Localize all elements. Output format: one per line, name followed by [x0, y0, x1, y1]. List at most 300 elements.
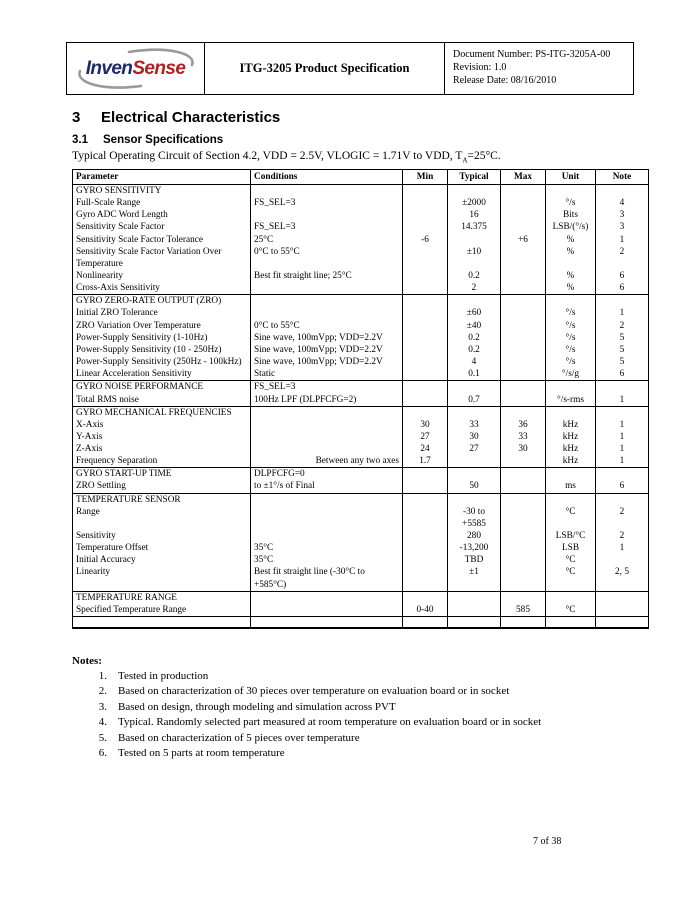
spec-row	[73, 455, 649, 468]
min-cell	[403, 542, 448, 554]
min-cell	[403, 368, 448, 381]
param-cell: Nonlinearity	[73, 270, 251, 282]
note-cell: 1	[596, 419, 649, 431]
note-text: Tested in production	[118, 670, 209, 682]
conditions-cell: 0°C to 55°C	[251, 320, 403, 332]
max-cell: 33	[501, 431, 546, 443]
unit-cell	[546, 381, 596, 394]
section-header-row	[73, 185, 649, 198]
param-cell: Sensitivity	[73, 530, 251, 542]
spec-row	[73, 356, 649, 368]
note-cell: 3	[596, 209, 649, 221]
unit-cell: %	[546, 246, 596, 270]
logo-text	[86, 58, 186, 80]
intro-subscript: A	[462, 156, 468, 165]
column-header-min: Min	[403, 170, 448, 185]
spec-row	[73, 566, 649, 591]
max-cell	[501, 246, 546, 270]
max-cell	[501, 455, 546, 468]
conditions-cell: 25°C	[251, 234, 403, 246]
typical-cell: 50	[448, 480, 501, 493]
param-cell: X-Axis	[73, 419, 251, 431]
note-cell: 5	[596, 332, 649, 344]
max-cell	[501, 468, 546, 481]
note-cell: 6	[596, 368, 649, 381]
spec-row	[73, 443, 649, 455]
typical-cell: 0.2	[448, 270, 501, 282]
note-number: 2.	[98, 685, 107, 698]
section-name: TEMPERATURE RANGE	[73, 591, 251, 604]
conditions-cell: DLPFCFG=0	[251, 468, 403, 481]
param-cell: Sensitivity Scale Factor	[73, 221, 251, 233]
spec-row	[73, 307, 649, 319]
min-cell	[403, 246, 448, 270]
max-cell	[501, 282, 546, 295]
column-header-unit: Unit	[546, 170, 596, 185]
section-name: TEMPERATURE SENSOR	[73, 493, 251, 506]
note-cell: 2, 5	[596, 566, 649, 591]
param-cell: Specified Temperature Range	[73, 604, 251, 617]
unit-cell: kHz	[546, 443, 596, 455]
unit-cell: °C	[546, 566, 596, 591]
typical-cell: 0.2	[448, 344, 501, 356]
note-cell: 6	[596, 480, 649, 493]
spec-row	[73, 506, 649, 530]
param-cell: Initial Accuracy	[73, 554, 251, 566]
notes-list	[72, 669, 541, 761]
min-cell	[403, 307, 448, 319]
typical-cell: 4	[448, 356, 501, 368]
conditions-cell	[251, 185, 403, 198]
typical-cell: ±1	[448, 566, 501, 591]
typical-cell	[448, 185, 501, 198]
min-cell	[403, 282, 448, 295]
subsection-title: Sensor Specifications	[103, 134, 224, 146]
min-cell	[403, 468, 448, 481]
conditions-cell: Best fit straight line; 25°C	[251, 270, 403, 282]
min-cell	[403, 554, 448, 566]
typical-cell: -13,200	[448, 542, 501, 554]
typical-cell	[448, 406, 501, 419]
spec-row	[73, 616, 649, 628]
param-cell: Frequency Separation	[73, 455, 251, 468]
conditions-cell	[251, 209, 403, 221]
section-header-row	[73, 591, 649, 604]
section-name: GYRO ZERO-RATE OUTPUT (ZRO)	[73, 295, 251, 308]
conditions-cell	[251, 604, 403, 617]
min-cell	[403, 221, 448, 233]
section-title: Electrical Characteristics	[101, 109, 281, 126]
note-item	[72, 746, 541, 761]
typical-cell	[448, 591, 501, 604]
min-cell: -6	[403, 234, 448, 246]
unit-cell: °/s	[546, 332, 596, 344]
note-cell: 1	[596, 542, 649, 554]
note-cell: 1	[596, 394, 649, 407]
unit-cell: °/s	[546, 320, 596, 332]
max-cell	[501, 332, 546, 344]
section-header-row	[73, 406, 649, 419]
typical-cell: TBD	[448, 554, 501, 566]
max-cell	[501, 344, 546, 356]
param-cell: ZRO Settling	[73, 480, 251, 493]
logo-text-inven: Inven	[85, 57, 133, 79]
section-name: GYRO START-UP TIME	[73, 468, 251, 481]
unit-cell	[546, 468, 596, 481]
spec-row	[73, 282, 649, 295]
max-cell: 585	[501, 604, 546, 617]
spec-row	[73, 209, 649, 221]
conditions-cell: FS_SEL=3	[251, 381, 403, 394]
conditions-cell: 0°C to 55°C	[251, 246, 403, 270]
section-header-row	[73, 295, 649, 308]
min-cell: 24	[403, 443, 448, 455]
max-cell: 36	[501, 419, 546, 431]
document-release-date: Release Date: 08/16/2010	[453, 75, 557, 86]
subsection-number: 3.1	[72, 134, 88, 146]
max-cell	[501, 591, 546, 604]
max-cell	[501, 566, 546, 591]
note-item	[72, 715, 541, 730]
unit-cell: %	[546, 270, 596, 282]
notes-title: Notes:	[72, 655, 102, 667]
column-header-max: Max	[501, 170, 546, 185]
unit-cell: %	[546, 282, 596, 295]
unit-cell: °/s/g	[546, 368, 596, 381]
unit-cell: °/s-rms	[546, 394, 596, 407]
unit-cell: °C	[546, 604, 596, 617]
note-text: Typical. Randomly selected part measured at room temperature on evaluation board or in socket	[118, 716, 542, 729]
section-header-row	[73, 468, 649, 481]
spec-row	[73, 530, 649, 542]
conditions-cell	[251, 591, 403, 604]
intro-text-end: =25°C.	[467, 150, 501, 162]
min-cell: 30	[403, 419, 448, 431]
note-cell	[596, 604, 649, 617]
note-cell: 1	[596, 234, 649, 246]
unit-cell: °/s	[546, 197, 596, 209]
typical-cell: 0.7	[448, 394, 501, 407]
max-cell: +6	[501, 234, 546, 246]
param-cell: Power-Supply Sensitivity (250Hz - 100kHz)	[73, 356, 251, 368]
param-cell: Cross-Axis Sensitivity	[73, 282, 251, 295]
typical-cell: 280	[448, 530, 501, 542]
note-text: Tested on 5 parts at room temperature	[118, 747, 285, 760]
typical-cell: 16	[448, 209, 501, 221]
note-number: 1.	[98, 670, 107, 682]
document-info	[445, 43, 633, 94]
max-cell	[501, 493, 546, 506]
notes-section	[72, 654, 541, 761]
section-name: GYRO NOISE PERFORMANCE	[73, 381, 251, 394]
section-number: 3	[72, 109, 81, 126]
note-cell	[596, 406, 649, 419]
note-cell: 1	[596, 431, 649, 443]
unit-cell	[546, 295, 596, 308]
unit-cell: LSB/(°/s)	[546, 221, 596, 233]
param-cell: Power-Supply Sensitivity (10 - 250Hz)	[73, 344, 251, 356]
param-cell: Sensitivity Scale Factor Variation Over Temperature	[73, 246, 251, 270]
max-cell	[501, 307, 546, 319]
min-cell	[403, 320, 448, 332]
note-text: Based on characterization of 30 pieces over temperature on evaluation board or in socket	[118, 685, 510, 698]
typical-cell: ±10	[448, 246, 501, 270]
min-cell	[403, 506, 448, 530]
spec-row	[73, 431, 649, 443]
unit-cell	[546, 185, 596, 198]
min-cell	[403, 197, 448, 209]
note-cell: 2	[596, 530, 649, 542]
typical-cell	[448, 234, 501, 246]
unit-cell: kHz	[546, 419, 596, 431]
typical-cell: 2	[448, 282, 501, 295]
subsection-heading	[72, 134, 223, 146]
spec-row	[73, 480, 649, 493]
column-header-parameter: Parameter	[73, 170, 251, 185]
note-number: 3.	[98, 700, 107, 713]
typical-cell: 14.375	[448, 221, 501, 233]
note-cell	[596, 185, 649, 198]
table-section	[73, 468, 649, 493]
logo-text-sense: Sense	[132, 57, 186, 79]
note-cell: 6	[596, 282, 649, 295]
spec-row	[73, 344, 649, 356]
conditions-cell	[251, 530, 403, 542]
note-cell	[596, 591, 649, 604]
param-cell: Linearity	[73, 566, 251, 591]
note-cell	[596, 381, 649, 394]
min-cell	[403, 493, 448, 506]
param-cell: Sensitivity Scale Factor Tolerance	[73, 234, 251, 246]
min-cell	[403, 356, 448, 368]
conditions-cell: FS_SEL=3	[251, 221, 403, 233]
max-cell	[501, 616, 546, 628]
max-cell	[501, 480, 546, 493]
section-name: GYRO SENSITIVITY	[73, 185, 251, 198]
note-cell: 5	[596, 356, 649, 368]
note-cell: 6	[596, 270, 649, 282]
unit-cell: LSB	[546, 542, 596, 554]
unit-cell: kHz	[546, 431, 596, 443]
spec-row	[73, 419, 649, 431]
column-header-note: Note	[596, 170, 649, 185]
note-cell	[596, 468, 649, 481]
spec-row	[73, 246, 649, 270]
conditions-cell: Sine wave, 100mVpp; VDD=2.2V	[251, 332, 403, 344]
document-number: Document Number: PS-ITG-3205A-00	[453, 49, 611, 60]
note-cell: 4	[596, 197, 649, 209]
column-header-typical: Typical	[448, 170, 501, 185]
conditions-cell	[251, 493, 403, 506]
conditions-cell	[251, 307, 403, 319]
min-cell	[403, 270, 448, 282]
max-cell	[501, 356, 546, 368]
typical-cell	[448, 493, 501, 506]
note-cell: 1	[596, 455, 649, 468]
typical-cell	[448, 295, 501, 308]
spec-table-header-row	[73, 170, 649, 185]
table-section	[73, 406, 649, 468]
note-text: Based on characterization of 5 pieces over temperature	[118, 731, 360, 744]
typical-cell	[448, 604, 501, 617]
min-cell	[403, 394, 448, 407]
unit-cell: °/s	[546, 356, 596, 368]
note-cell	[596, 295, 649, 308]
spec-row	[73, 221, 649, 233]
param-cell	[73, 616, 251, 628]
spec-row	[73, 604, 649, 617]
typical-cell: -30 to +5585	[448, 506, 501, 530]
min-cell: 1.7	[403, 455, 448, 468]
min-cell	[403, 616, 448, 628]
unit-cell: %	[546, 234, 596, 246]
document-revision: Revision: 1.0	[453, 62, 507, 73]
typical-cell: 0.2	[448, 332, 501, 344]
max-cell	[501, 295, 546, 308]
column-header-conditions: Conditions	[251, 170, 403, 185]
min-cell	[403, 406, 448, 419]
note-cell: 5	[596, 344, 649, 356]
conditions-cell: Best fit straight line (-30°C to +585°C)	[251, 566, 403, 591]
conditions-cell	[251, 406, 403, 419]
param-cell: Full-Scale Range	[73, 197, 251, 209]
unit-cell	[546, 616, 596, 628]
table-empty-section	[73, 616, 649, 628]
conditions-cell: Between any two axes	[251, 455, 403, 468]
document-header	[66, 42, 634, 95]
typical-cell	[448, 616, 501, 628]
section-header-row	[73, 493, 649, 506]
conditions-cell: Sine wave, 100mVpp; VDD=2.2V	[251, 344, 403, 356]
spec-row	[73, 270, 649, 282]
table-section	[73, 185, 649, 295]
max-cell	[501, 554, 546, 566]
min-cell	[403, 185, 448, 198]
invensense-logo	[67, 43, 205, 94]
max-cell	[501, 542, 546, 554]
min-cell	[403, 591, 448, 604]
page-number: 7 of 38	[533, 836, 562, 847]
max-cell	[501, 320, 546, 332]
param-cell: Temperature Offset	[73, 542, 251, 554]
param-cell: Z-Axis	[73, 443, 251, 455]
conditions-cell: to ±1°/s of Final	[251, 480, 403, 493]
conditions-cell: FS_SEL=3	[251, 197, 403, 209]
min-cell	[403, 480, 448, 493]
unit-cell: ms	[546, 480, 596, 493]
conditions-cell: Sine wave, 100mVpp; VDD=2.2V	[251, 356, 403, 368]
typical-cell	[448, 468, 501, 481]
unit-cell: °C	[546, 506, 596, 530]
note-item	[72, 731, 541, 746]
max-cell	[501, 221, 546, 233]
document-title: ITG-3205 Product Specification	[205, 43, 445, 94]
param-cell: Linear Acceleration Sensitivity	[73, 368, 251, 381]
note-cell: 2	[596, 246, 649, 270]
unit-cell: kHz	[546, 455, 596, 468]
min-cell	[403, 530, 448, 542]
spec-row	[73, 197, 649, 209]
unit-cell: °C	[546, 554, 596, 566]
conditions-cell	[251, 282, 403, 295]
section-name: GYRO MECHANICAL FREQUENCIES	[73, 406, 251, 419]
typical-cell: ±2000	[448, 197, 501, 209]
section-heading	[72, 109, 280, 126]
typical-cell: ±40	[448, 320, 501, 332]
min-cell	[403, 381, 448, 394]
conditions-cell: Static	[251, 368, 403, 381]
note-cell	[596, 554, 649, 566]
param-cell: Total RMS noise	[73, 394, 251, 407]
table-section	[73, 591, 649, 616]
conditions-cell	[251, 419, 403, 431]
spec-table	[72, 169, 649, 629]
max-cell	[501, 209, 546, 221]
conditions-cell: 35°C	[251, 554, 403, 566]
param-cell: Range	[73, 506, 251, 530]
operating-conditions-text	[72, 150, 501, 164]
max-cell	[501, 394, 546, 407]
min-cell	[403, 566, 448, 591]
unit-cell: °/s	[546, 344, 596, 356]
unit-cell: Bits	[546, 209, 596, 221]
param-cell: ZRO Variation Over Temperature	[73, 320, 251, 332]
max-cell	[501, 185, 546, 198]
note-number: 5.	[98, 731, 107, 744]
table-section	[73, 295, 649, 381]
note-cell: 2	[596, 506, 649, 530]
typical-cell: 0.1	[448, 368, 501, 381]
conditions-cell	[251, 443, 403, 455]
note-item	[72, 700, 541, 715]
min-cell	[403, 209, 448, 221]
max-cell	[501, 270, 546, 282]
conditions-cell: 35°C	[251, 542, 403, 554]
min-cell: 0-40	[403, 604, 448, 617]
spec-row	[73, 542, 649, 554]
note-cell: 2	[596, 320, 649, 332]
note-cell	[596, 616, 649, 628]
note-item	[72, 669, 541, 684]
min-cell	[403, 332, 448, 344]
note-cell: 1	[596, 307, 649, 319]
max-cell	[501, 506, 546, 530]
max-cell	[501, 368, 546, 381]
unit-cell: °/s	[546, 307, 596, 319]
note-cell: 3	[596, 221, 649, 233]
max-cell	[501, 530, 546, 542]
typical-cell: 33	[448, 419, 501, 431]
spec-row	[73, 332, 649, 344]
spec-table-head	[73, 170, 649, 185]
min-cell: 27	[403, 431, 448, 443]
typical-cell: 27	[448, 443, 501, 455]
section-header-row	[73, 381, 649, 394]
unit-cell: LSB/°C	[546, 530, 596, 542]
table-section	[73, 381, 649, 406]
note-item	[72, 684, 541, 699]
typical-cell: ±60	[448, 307, 501, 319]
note-cell	[596, 493, 649, 506]
spec-row	[73, 234, 649, 246]
typical-cell: 30	[448, 431, 501, 443]
max-cell	[501, 197, 546, 209]
param-cell: Gyro ADC Word Length	[73, 209, 251, 221]
spec-row	[73, 394, 649, 407]
spec-row	[73, 320, 649, 332]
unit-cell	[546, 406, 596, 419]
intro-text: Typical Operating Circuit of Section 4.2, VDD = 2.5V, VLOGIC = 1.71V to VDD, T	[72, 150, 463, 162]
